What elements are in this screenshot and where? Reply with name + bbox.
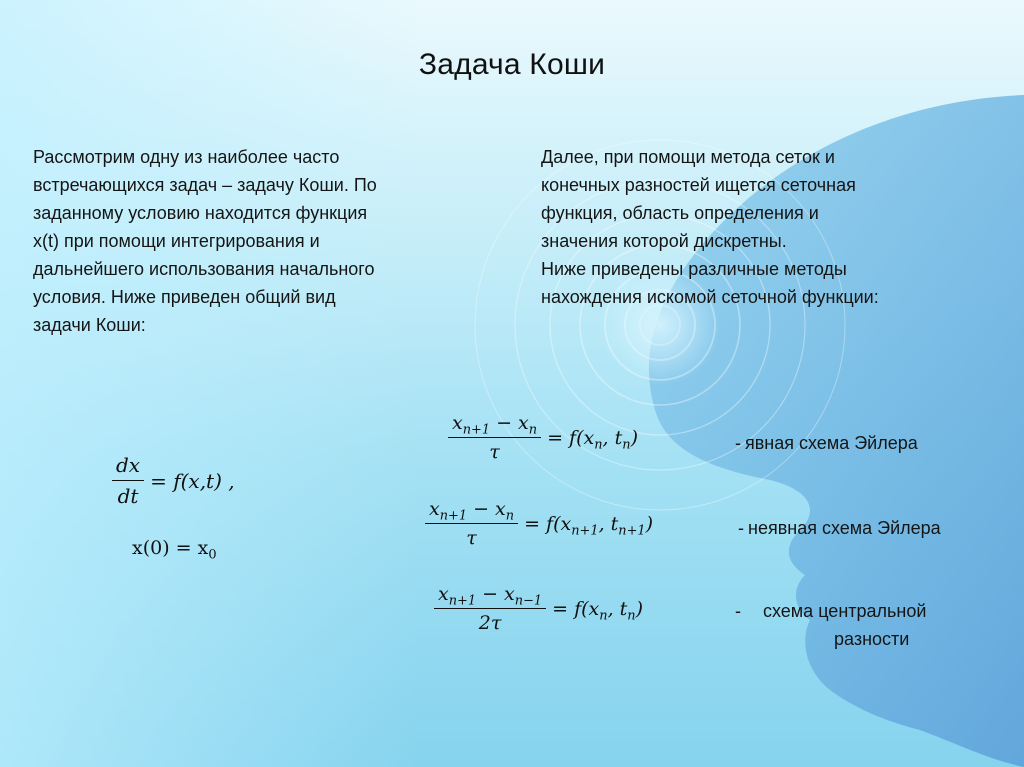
subscript: n — [599, 608, 608, 624]
formula-rhs — [552, 597, 644, 624]
explicit-euler-formula — [448, 412, 638, 463]
minus-x: − x — [490, 412, 529, 434]
slide-title: Задача Коши — [418, 48, 606, 81]
left-line: Рассмотрим одну из наиболее часто — [33, 147, 340, 167]
subscript: n — [622, 437, 631, 453]
fraction-denominator: 2τ — [478, 612, 502, 634]
right-line: Ниже приведены различные методы — [541, 259, 847, 279]
rhs-part: ) — [645, 512, 654, 535]
central-difference-label-line2 — [834, 629, 909, 650]
left-line: дальнейшего использования начального — [33, 259, 375, 279]
initial-condition — [132, 537, 217, 563]
var-x: x — [429, 498, 440, 520]
rhs-part: ) — [635, 597, 644, 620]
rhs-part: ) — [630, 426, 638, 449]
right-paragraph — [541, 143, 991, 311]
left-line: x(t) при помощи интегрирования и — [33, 231, 320, 251]
initial-condition-lhs: x(0) = x — [132, 537, 209, 559]
scheme-fraction — [448, 412, 541, 463]
fraction-numerator — [425, 498, 518, 524]
formula-rhs — [547, 426, 638, 453]
scheme-fraction — [425, 498, 518, 549]
cauchy-equation — [112, 453, 235, 508]
left-line: условия. Ниже приведен общий вид — [33, 287, 336, 307]
fraction-denominator: τ — [489, 441, 500, 463]
var-x: x — [438, 583, 449, 605]
subscript: n+1 — [462, 422, 491, 438]
subscript: n+1 — [571, 523, 599, 539]
label-text: неявная схема Эйлера — [748, 518, 941, 538]
central-difference-formula — [434, 583, 643, 634]
rhs-part: , t — [607, 597, 628, 620]
label-text: явная схема Эйлера — [745, 433, 918, 453]
label-text: разности — [834, 629, 910, 649]
implicit-euler-formula — [425, 498, 653, 549]
subscript: n — [505, 508, 515, 524]
left-line: заданному условию находится функция — [33, 203, 368, 223]
central-difference-label-line1 — [735, 601, 926, 622]
subscript: n — [627, 608, 636, 624]
minus-x: − x — [467, 498, 506, 520]
initial-subscript: 0 — [208, 547, 217, 563]
fraction-denominator: τ — [466, 527, 477, 549]
var-x: x — [452, 412, 463, 434]
fraction-denominator: dt — [117, 484, 139, 508]
subscript: n−1 — [514, 593, 543, 609]
right-line: Далее, при помощи метода сеток и — [541, 147, 835, 167]
explicit-euler-label — [735, 433, 918, 454]
equation-rhs: = f(x,t) , — [150, 468, 235, 493]
rhs-part: = f(x — [547, 426, 595, 449]
fraction-numerator — [434, 583, 546, 609]
right-line: функция, область определения и — [541, 203, 819, 223]
label-dash: - — [738, 518, 744, 538]
rhs-part: , t — [602, 426, 623, 449]
label-dash: - — [735, 601, 741, 621]
right-line: конечных разностей ищется сеточная — [541, 175, 856, 195]
subscript: n — [528, 422, 538, 438]
left-line: встречающихся задач – задачу Коши. По — [33, 175, 377, 195]
label-text: схема центральной — [763, 601, 927, 621]
subscript: n+1 — [618, 523, 646, 539]
fraction-numerator — [448, 412, 541, 438]
rhs-part: = f(x — [524, 512, 572, 535]
implicit-euler-label — [738, 518, 941, 539]
subscript: n — [594, 437, 603, 453]
rhs-part: = f(x — [552, 597, 600, 620]
derivative-fraction — [112, 453, 144, 508]
scheme-fraction — [434, 583, 546, 634]
formula-rhs — [524, 512, 654, 539]
minus-x: − x — [476, 583, 515, 605]
label-dash: - — [735, 433, 741, 453]
right-line: значения которой дискретны. — [541, 231, 787, 251]
right-line: нахождения искомой сеточной функции: — [541, 287, 879, 307]
subscript: n+1 — [448, 593, 477, 609]
fraction-numerator: dx — [112, 453, 144, 481]
left-line: задачи Коши: — [33, 315, 146, 335]
subscript: n+1 — [439, 508, 468, 524]
left-paragraph — [33, 143, 453, 339]
rhs-part: , t — [598, 512, 619, 535]
